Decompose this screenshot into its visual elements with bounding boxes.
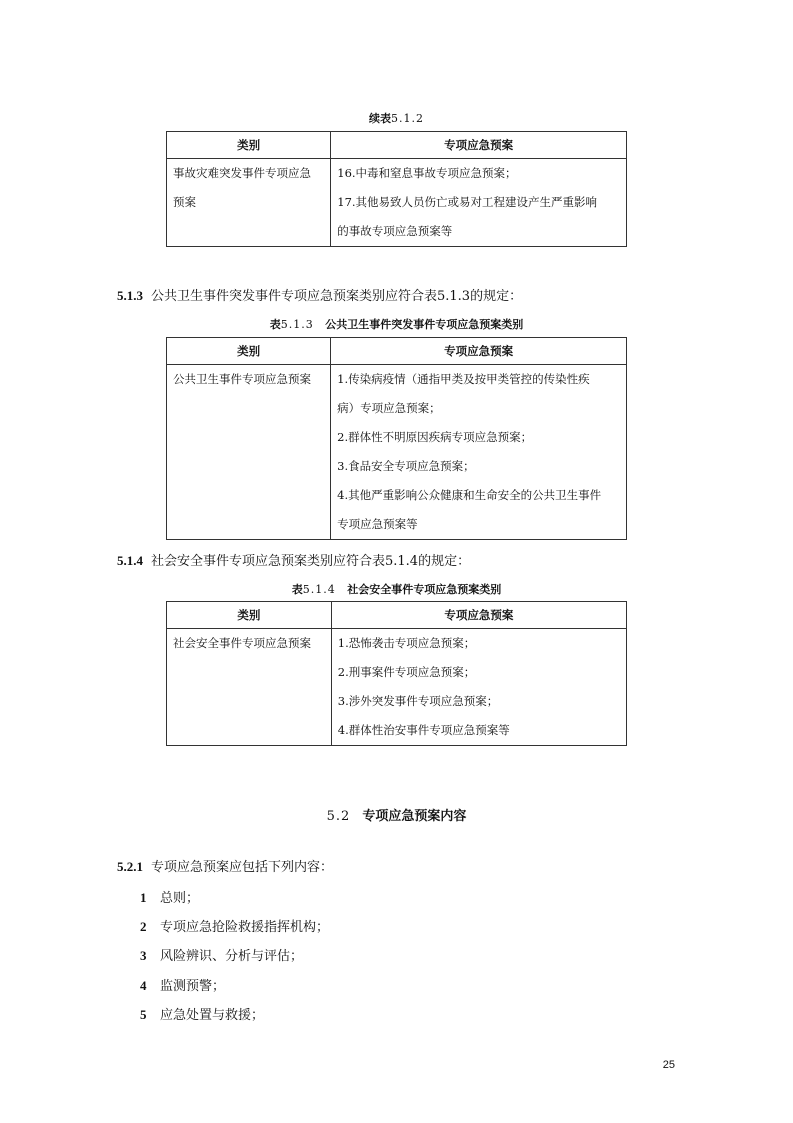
cell-line: 预案 [173,195,196,209]
header-plan: 专项应急预案 [331,602,626,629]
category-cell [167,159,331,247]
header-category: 类别 [167,338,331,365]
item-number: 2 [140,919,147,934]
clause-text: 公共卫生事件突发事件专项应急预案类别应符合表5.1.3的规定： [151,289,523,304]
header-category: 类别 [167,602,332,629]
clause-number: 5.1.4 [117,553,143,568]
caption-number: 5.1.4 [302,583,336,596]
cell-line: 2.刑事案件专项应急预案； [337,665,476,679]
clause-number: 5.2.1 [117,859,143,874]
plan-cell [331,159,627,247]
clause-513 [117,285,522,304]
table-512 [166,131,627,247]
cell-line: 3.涉外突发事件专项应急预案； [337,694,499,708]
caption-prefix: 表 [269,318,281,331]
cell-line: 17.其他易致人员伤亡或易对工程建设产生严重影响 [337,195,598,209]
list-item [140,887,199,906]
item-text: 风险辨识、分析与评估； [160,949,304,964]
item-number: 3 [140,948,147,963]
header-plan: 专项应急预案 [331,132,627,159]
table-514-caption [0,581,793,597]
clause-521 [117,856,333,875]
cell-line: 2.群体性不明原因疾病专项应急预案； [337,430,533,444]
cell-line: 社会安全事件专项应急预案 [173,636,311,650]
item-number: 1 [140,890,147,905]
cell-line: 4.群体性治安事件专项应急预案等 [337,723,510,737]
caption-number: 5.1.3 [280,318,314,331]
clause-text: 专项应急预案应包括下列内容： [151,860,334,875]
item-number: 4 [140,978,147,993]
table-514 [166,601,627,746]
plan-cell [331,629,626,746]
cell-line: 事故灾难突发事件专项应急 [173,166,311,180]
section-number: 5.2 [326,809,351,824]
header-plan: 专项应急预案 [331,338,627,365]
list-item [140,945,303,964]
section-title [0,805,793,824]
item-text: 总则； [160,891,200,906]
cell-line: 专项应急预案等 [337,517,418,531]
section-title-text: 专项应急预案内容 [362,809,467,824]
page-number: 25 [662,1059,675,1071]
table-512-caption [0,110,793,126]
plan-cell [331,365,627,540]
cell-line: 1.恐怖袭击专项应急预案； [337,636,476,650]
item-text: 应急处置与救援； [160,1008,265,1023]
header-category: 类别 [167,132,331,159]
list-item [140,975,225,994]
cell-line: 16.中毒和窒息事故专项应急预案； [337,166,517,180]
cell-line: 病）专项应急预案； [337,401,441,415]
cell-line: 4.其他严重影响公众健康和生命安全的公共卫生事件 [337,488,602,502]
cell-line: 3.食品安全专项应急预案； [337,459,475,473]
clause-text: 社会安全事件专项应急预案类别应符合表5.1.4的规定： [151,554,471,569]
clause-number: 5.1.3 [117,288,143,303]
category-cell [167,365,331,540]
list-item [140,916,329,935]
cell-line: 的事故专项应急预案等 [337,224,453,238]
table-513 [166,337,627,540]
caption-title: 社会安全事件专项应急预案类别 [347,583,502,596]
category-cell [167,629,332,746]
caption-prefix: 表 [291,583,303,596]
caption-number: 5.1.2 [391,112,424,125]
table-513-caption [0,316,793,332]
item-text: 专项应急抢险救援指挥机构； [160,920,330,935]
caption-prefix: 续表 [369,112,391,125]
item-number: 5 [140,1007,147,1022]
cell-line: 1.传染病疫情（通指甲类及按甲类管控的传染性疾 [337,372,590,386]
caption-title: 公共卫生事件突发事件专项应急预案类别 [325,318,524,331]
item-text: 监测预警； [160,979,226,994]
cell-line: 公共卫生事件专项应急预案 [173,372,311,386]
clause-514 [117,550,470,569]
list-item [140,1004,264,1023]
